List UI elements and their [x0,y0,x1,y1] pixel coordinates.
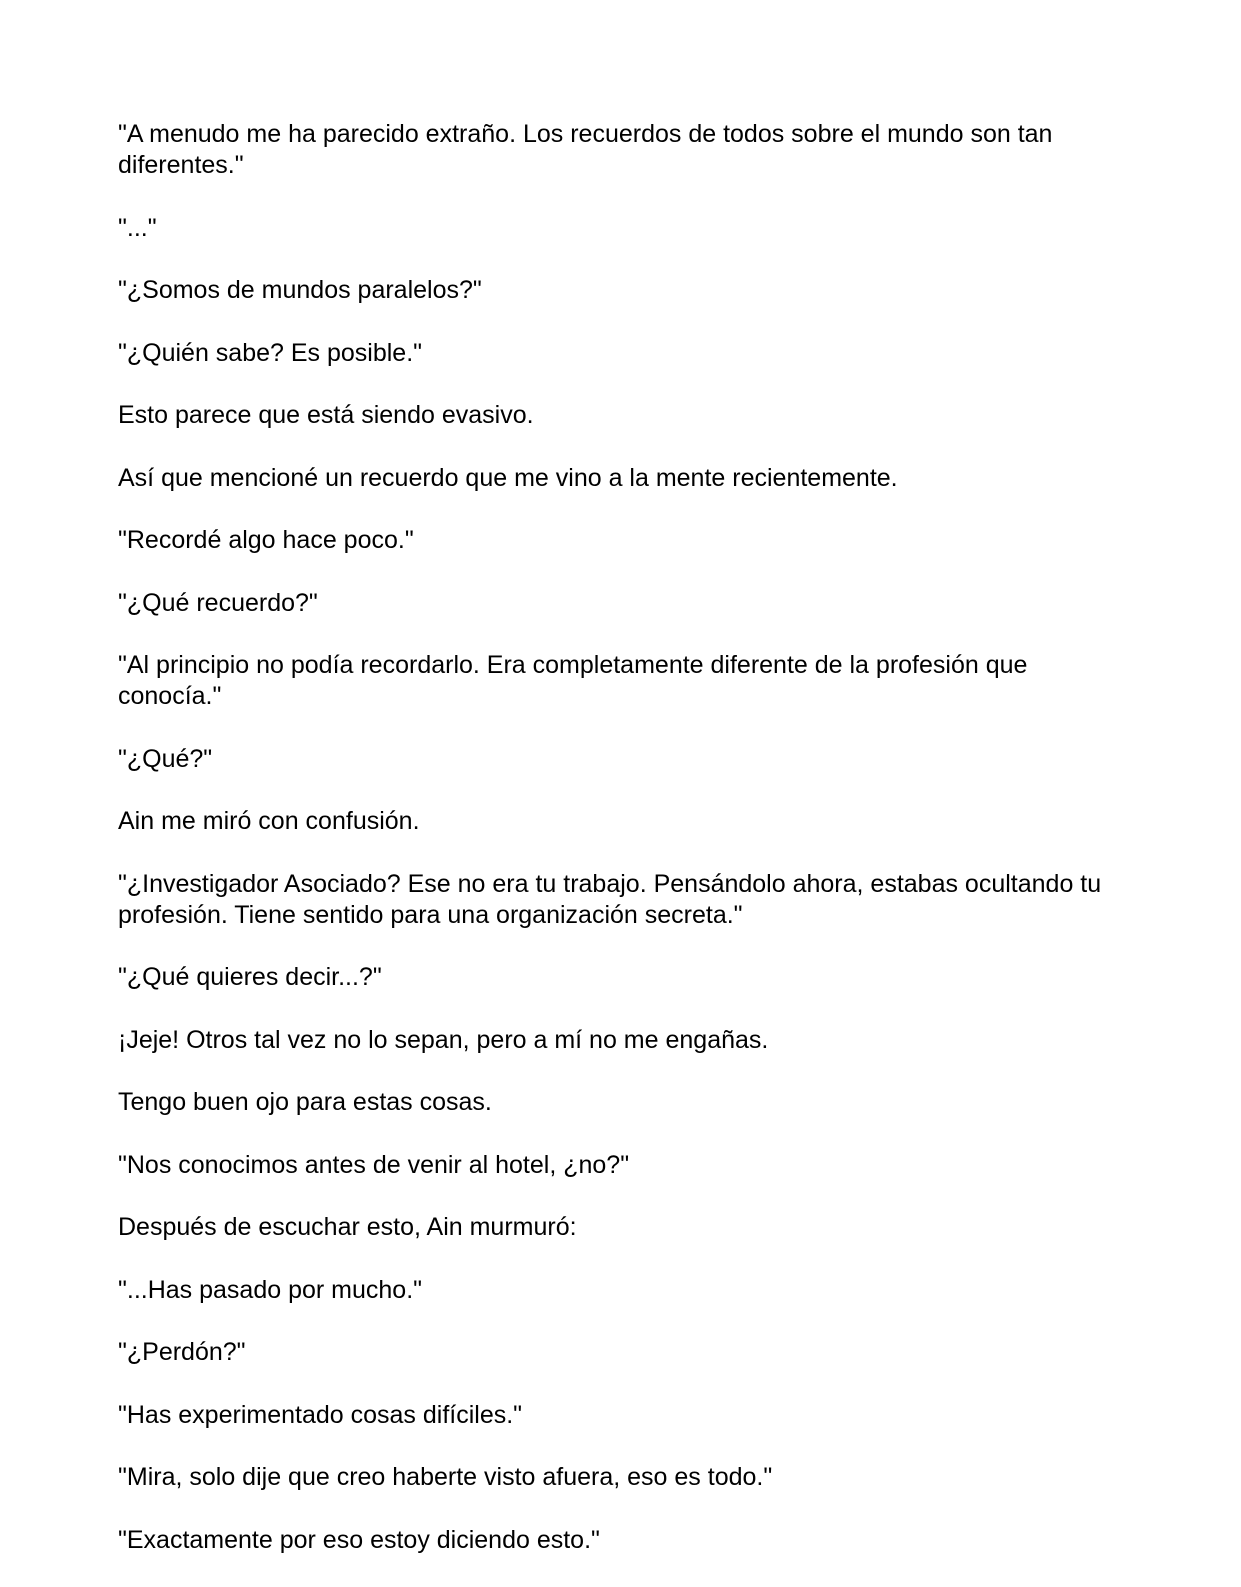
paragraph: "Nos conocimos antes de venir al hotel, ¿no?" [118,1150,630,1179]
paragraph: "¿Qué?" [118,744,213,773]
paragraph: Así que mencioné un recuerdo que me vino a la mente recientemente. [118,463,898,492]
paragraph: "¿Qué quieres decir...?" [118,963,382,991]
paragraph: "¿Investigador Asociado? Ese no era tu trabajo. Pensándolo ahora, estabas ocultando tu profesión. Tiene sentido para una organización secreta." [118,869,1102,929]
paragraph: "Recordé algo hace poco." [118,526,414,554]
paragraph: Esto parece que está siendo evasivo. [118,401,534,429]
paragraph: "¿Qué recuerdo?" [118,588,318,617]
paragraph: "Has experimentado cosas difíciles." [118,1400,523,1429]
paragraph: "¿Perdón?" [118,1338,246,1366]
text-body [118,119,1118,1587]
paragraph: "...Has pasado por mucho." [118,1275,423,1304]
paragraph: "Al principio no podía recordarlo. Era completamente diferente de la profesión que conocía." [118,651,1028,710]
paragraph: "..." [118,213,157,242]
paragraph: "Exactamente por eso estoy diciendo esto." [118,1525,600,1554]
paragraph: "Mira, solo dije que creo haberte visto afuera, eso es todo." [118,1463,773,1491]
paragraph: "¿Somos de mundos paralelos?" [118,276,482,304]
paragraph: "A menudo me ha parecido extraño. Los recuerdos de todos sobre el mundo son tan diferentes." [118,120,1053,179]
paragraph: Ain me miró con confusión. [118,807,420,835]
paragraph: Tengo buen ojo para estas cosas. [118,1088,492,1116]
paragraph: Después de escuchar esto, Ain murmuró: [118,1213,577,1241]
paragraph: ¡Jeje! Otros tal vez no lo sepan, pero a mí no me engañas. [118,1025,769,1054]
paragraph: "¿Quién sabe? Es posible." [118,338,423,367]
